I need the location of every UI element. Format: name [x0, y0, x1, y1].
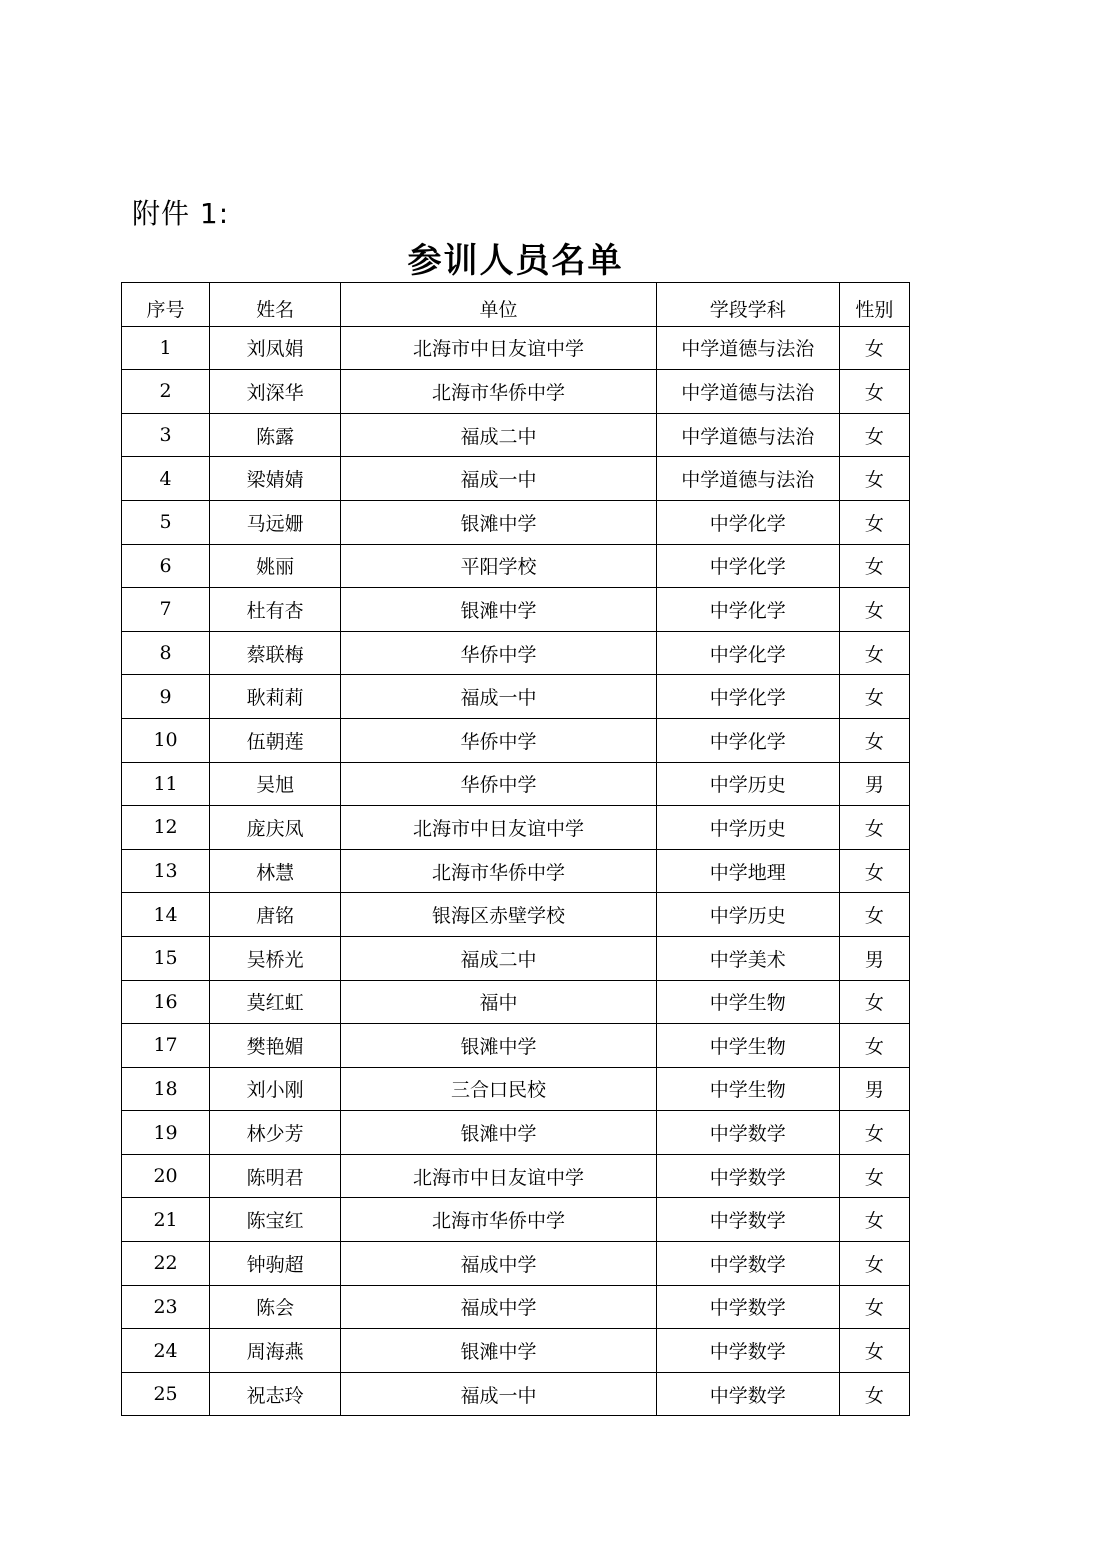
cell-unit: 华侨中学: [341, 762, 656, 806]
cell-name: 祝志玲: [210, 1372, 341, 1416]
cell-subject: 中学道德与法治: [656, 326, 839, 370]
cell-subject: 中学历史: [656, 893, 839, 937]
participant-table: [121, 282, 910, 1416]
cell-no: 21: [122, 1198, 210, 1242]
cell-unit: 北海市中日友谊中学: [341, 326, 656, 370]
table-row: [122, 1067, 910, 1111]
cell-gender: 女: [839, 1111, 909, 1155]
cell-unit: 福成一中: [341, 675, 656, 719]
cell-unit: 华侨中学: [341, 718, 656, 762]
cell-unit: 银滩中学: [341, 1111, 656, 1155]
cell-unit: 北海市华侨中学: [341, 1198, 656, 1242]
cell-name: 樊艳媚: [210, 1024, 341, 1068]
cell-no: 10: [122, 718, 210, 762]
cell-no: 16: [122, 980, 210, 1024]
cell-name: 林慧: [210, 849, 341, 893]
table-row: [122, 1329, 910, 1373]
cell-unit: 福成中学: [341, 1242, 656, 1286]
cell-unit: 银滩中学: [341, 500, 656, 544]
cell-subject: 中学数学: [656, 1154, 839, 1198]
table-row: [122, 631, 910, 675]
cell-no: 1: [122, 326, 210, 370]
cell-gender: 女: [839, 1024, 909, 1068]
cell-no: 22: [122, 1242, 210, 1286]
cell-subject: 中学化学: [656, 588, 839, 632]
table-row: [122, 1111, 910, 1155]
cell-gender: 女: [839, 544, 909, 588]
table-row: [122, 806, 910, 850]
cell-name: 陈露: [210, 413, 341, 457]
cell-name: 伍朝莲: [210, 718, 341, 762]
cell-gender: 女: [839, 1242, 909, 1286]
page-title: 参训人员名单: [407, 241, 624, 281]
cell-unit: 北海市华侨中学: [341, 370, 656, 414]
cell-name: 刘小刚: [210, 1067, 341, 1111]
cell-subject: 中学地理: [656, 849, 839, 893]
table-header-row: [122, 283, 910, 327]
cell-no: 7: [122, 588, 210, 632]
cell-unit: 福中: [341, 980, 656, 1024]
cell-no: 11: [122, 762, 210, 806]
cell-no: 2: [122, 370, 210, 414]
cell-subject: 中学化学: [656, 500, 839, 544]
table-row: [122, 980, 910, 1024]
cell-subject: 中学化学: [656, 675, 839, 719]
cell-subject: 中学历史: [656, 806, 839, 850]
cell-no: 3: [122, 413, 210, 457]
cell-gender: 女: [839, 893, 909, 937]
cell-unit: 平阳学校: [341, 544, 656, 588]
cell-unit: 福成一中: [341, 1372, 656, 1416]
table-row: [122, 588, 910, 632]
cell-no: 15: [122, 936, 210, 980]
cell-gender: 女: [839, 370, 909, 414]
table-row: [122, 370, 910, 414]
table-row: [122, 936, 910, 980]
cell-gender: 女: [839, 675, 909, 719]
cell-gender: 女: [839, 1198, 909, 1242]
cell-subject: 中学化学: [656, 631, 839, 675]
cell-name: 周海燕: [210, 1329, 341, 1373]
cell-subject: 中学道德与法治: [656, 457, 839, 501]
cell-gender: 女: [839, 413, 909, 457]
cell-no: 18: [122, 1067, 210, 1111]
cell-name: 陈明君: [210, 1154, 341, 1198]
cell-gender: 女: [839, 588, 909, 632]
cell-no: 19: [122, 1111, 210, 1155]
cell-no: 20: [122, 1154, 210, 1198]
cell-unit: 三合口民校: [341, 1067, 656, 1111]
cell-unit: 北海市中日友谊中学: [341, 806, 656, 850]
cell-subject: 中学道德与法治: [656, 370, 839, 414]
table-row: [122, 1372, 910, 1416]
table-row: [122, 413, 910, 457]
cell-unit: 北海市华侨中学: [341, 849, 656, 893]
table-row: [122, 326, 910, 370]
cell-subject: 中学数学: [656, 1372, 839, 1416]
cell-gender: 女: [839, 1154, 909, 1198]
cell-name: 梁婧婧: [210, 457, 341, 501]
cell-name: 吴旭: [210, 762, 341, 806]
cell-unit: 福成二中: [341, 936, 656, 980]
cell-no: 14: [122, 893, 210, 937]
header-subject: 学段学科: [656, 283, 839, 327]
table-row: [122, 500, 910, 544]
cell-subject: 中学数学: [656, 1198, 839, 1242]
cell-no: 5: [122, 500, 210, 544]
table-row: [122, 718, 910, 762]
table-row: [122, 1154, 910, 1198]
cell-unit: 银滩中学: [341, 588, 656, 632]
cell-name: 蔡联梅: [210, 631, 341, 675]
table-row: [122, 457, 910, 501]
cell-name: 吴桥光: [210, 936, 341, 980]
cell-gender: 男: [839, 1067, 909, 1111]
cell-unit: 福成中学: [341, 1285, 656, 1329]
cell-name: 钟驹超: [210, 1242, 341, 1286]
cell-subject: 中学数学: [656, 1329, 839, 1373]
cell-subject: 中学生物: [656, 980, 839, 1024]
cell-gender: 女: [839, 980, 909, 1024]
cell-subject: 中学数学: [656, 1242, 839, 1286]
cell-subject: 中学历史: [656, 762, 839, 806]
cell-name: 耿莉莉: [210, 675, 341, 719]
cell-gender: 女: [839, 1329, 909, 1373]
cell-unit: 福成一中: [341, 457, 656, 501]
cell-name: 刘凤娟: [210, 326, 341, 370]
cell-no: 9: [122, 675, 210, 719]
cell-gender: 女: [839, 326, 909, 370]
cell-subject: 中学生物: [656, 1067, 839, 1111]
cell-no: 17: [122, 1024, 210, 1068]
cell-unit: 福成二中: [341, 413, 656, 457]
cell-gender: 男: [839, 936, 909, 980]
cell-gender: 女: [839, 718, 909, 762]
cell-subject: 中学数学: [656, 1111, 839, 1155]
cell-gender: 女: [839, 849, 909, 893]
cell-unit: 银滩中学: [341, 1024, 656, 1068]
cell-subject: 中学美术: [656, 936, 839, 980]
cell-gender: 女: [839, 500, 909, 544]
table-body: [122, 326, 910, 1416]
cell-name: 马远姗: [210, 500, 341, 544]
table-row: [122, 849, 910, 893]
cell-name: 林少芳: [210, 1111, 341, 1155]
cell-no: 12: [122, 806, 210, 850]
cell-gender: 女: [839, 806, 909, 850]
table-row: [122, 762, 910, 806]
cell-subject: 中学化学: [656, 544, 839, 588]
cell-gender: 女: [839, 1285, 909, 1329]
cell-no: 25: [122, 1372, 210, 1416]
cell-name: 陈会: [210, 1285, 341, 1329]
cell-gender: 女: [839, 1372, 909, 1416]
cell-gender: 男: [839, 762, 909, 806]
cell-unit: 银海区赤壁学校: [341, 893, 656, 937]
cell-subject: 中学数学: [656, 1285, 839, 1329]
cell-name: 刘深华: [210, 370, 341, 414]
table-row: [122, 1198, 910, 1242]
cell-name: 唐铭: [210, 893, 341, 937]
table-row: [122, 675, 910, 719]
cell-no: 8: [122, 631, 210, 675]
header-unit: 单位: [341, 283, 656, 327]
cell-name: 庞庆凤: [210, 806, 341, 850]
cell-name: 杜有杏: [210, 588, 341, 632]
cell-no: 4: [122, 457, 210, 501]
table-row: [122, 893, 910, 937]
header-name: 姓名: [210, 283, 341, 327]
cell-no: 24: [122, 1329, 210, 1373]
cell-unit: 北海市中日友谊中学: [341, 1154, 656, 1198]
table-row: [122, 1242, 910, 1286]
table-row: [122, 1024, 910, 1068]
cell-subject: 中学生物: [656, 1024, 839, 1068]
cell-no: 6: [122, 544, 210, 588]
header-gender: 性别: [839, 283, 909, 327]
cell-no: 23: [122, 1285, 210, 1329]
cell-gender: 女: [839, 457, 909, 501]
cell-name: 姚丽: [210, 544, 341, 588]
cell-name: 陈宝红: [210, 1198, 341, 1242]
cell-subject: 中学化学: [656, 718, 839, 762]
cell-subject: 中学道德与法治: [656, 413, 839, 457]
header-no: 序号: [122, 283, 210, 327]
cell-unit: 华侨中学: [341, 631, 656, 675]
table-row: [122, 1285, 910, 1329]
cell-no: 13: [122, 849, 210, 893]
cell-name: 莫红虹: [210, 980, 341, 1024]
cell-gender: 女: [839, 631, 909, 675]
cell-unit: 银滩中学: [341, 1329, 656, 1373]
table-row: [122, 544, 910, 588]
attachment-label: 附件 1:: [132, 197, 230, 230]
